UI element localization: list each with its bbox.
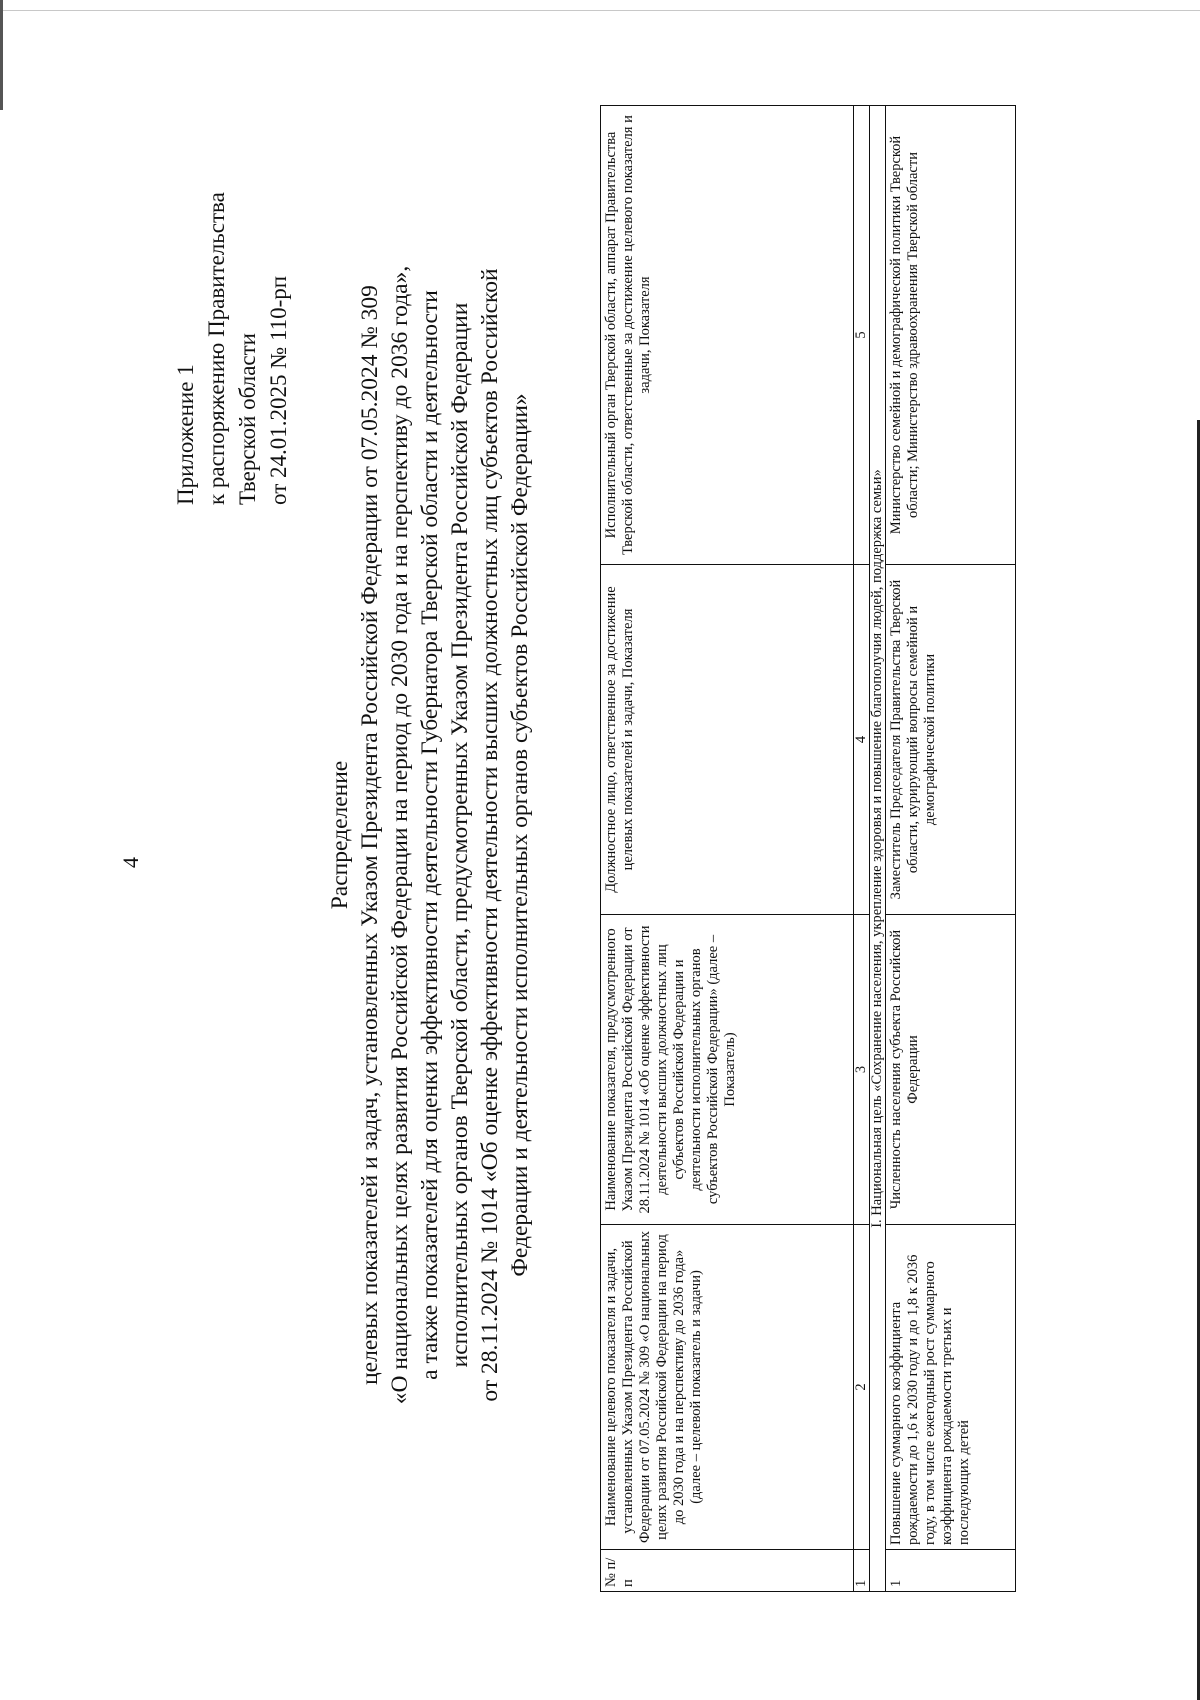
column-number-row — [854, 106, 870, 1592]
page-number: 4 — [118, 857, 143, 868]
header-cell-official: Должностное лицо, ответственное за достижение целевых показателей и задачи, Показателя — [601, 565, 854, 915]
column-number: 4 — [854, 565, 870, 915]
appendix-line: Тверской области — [235, 333, 260, 505]
row-official: Заместитель Председателя Правительства Тверской области, курирующий вопросы семейной и демографической политики — [886, 565, 1016, 915]
header-cell-target: Наименование целевого показателя и задачи, установленных Указом Президента Российской Федерации от 07.05.2024 № 309 «О национальных целях развития Российской Федерации на период до 2030 года и на перспективу до 2036 года» (далее – целевой показатель и задачи) — [601, 1225, 854, 1550]
row-body: Министерство семейной и демографической политики Тверской области; Министерство здравоохранения Тверской области — [886, 106, 1016, 565]
table-row — [886, 106, 1016, 1592]
title-line: а также показателей для оценки эффективности деятельности Губернатора Тверской области и деятельности — [417, 290, 443, 1380]
appendix-block — [170, 192, 294, 505]
section-title: I. Национальная цель «Сохранение населения, укрепление здоровья и повышение благополучия людей, поддержка семьи» — [870, 106, 886, 1592]
title-heading: Распределение — [327, 760, 353, 910]
column-number: 5 — [854, 106, 870, 565]
header-cell-number: № п/п — [601, 1550, 854, 1592]
table-header-row — [601, 106, 854, 1592]
document-title — [325, 90, 535, 1580]
row-number: 1 — [886, 1550, 1016, 1592]
indicators-table — [600, 105, 1016, 1592]
title-line: целевых показателей и задач, установленных Указом Президента Российской Федерации от 07.05.2024 № 309 — [357, 285, 383, 1385]
appendix-line: к распоряжению Правительства — [204, 192, 229, 505]
column-number: 1 — [854, 1550, 870, 1592]
title-line: «О национальных целях развития Российской Федерации на период до 2030 года и на перспективу до 2036 года», — [387, 265, 413, 1405]
title-line: исполнительных органов Тверской области, предусмотренных Указом Президента Российской Федерации — [447, 302, 473, 1368]
row-indicator: Численность населения субъекта Российской Федерации — [886, 915, 1016, 1225]
column-number: 2 — [854, 1225, 870, 1550]
row-target: Повышение суммарного коэффициента рождаемости до 1,6 к 2030 году и до 1,8 к 2036 году, в том числе ежегодный рост суммарного коэффициента рождаемости третьих и последующих детей — [886, 1225, 1016, 1550]
title-line: Федерации и деятельности исполнительных органов субъектов Российской Федерации» — [507, 393, 533, 1277]
section-row — [870, 106, 886, 1592]
appendix-line: Приложение 1 — [173, 364, 198, 505]
appendix-line: от 24.01.2025 № 110-рп — [266, 275, 291, 505]
header-cell-indicator: Наименование показателя, предусмотренного Указом Президента Российской Федерации от 28.11.2024 № 1014 «Об оценке эффективности деятельности высших должностных лиц субъектов Российской Федерации и деятельности исполнительных органов субъектов Российской Федерации» (далее – Показатель) — [601, 915, 854, 1225]
title-line: от 28.11.2024 № 1014 «Об оценке эффективности деятельности высших должностных лиц субъектов Российской — [477, 268, 503, 1402]
column-number: 3 — [854, 915, 870, 1225]
header-cell-body: Исполнительный орган Тверской области, аппарат Правительства Тверской области, ответственные за достижение целевого показателя и задачи, Показателя — [601, 106, 854, 565]
